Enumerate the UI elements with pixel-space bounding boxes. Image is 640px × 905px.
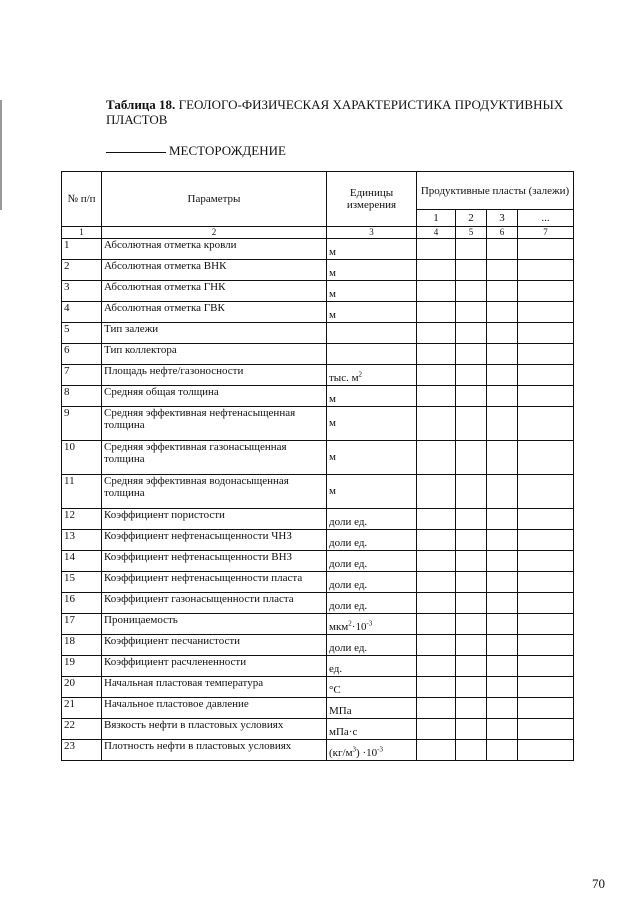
- row-parameter: Тип залежи: [102, 323, 327, 344]
- field-label: МЕСТОРОЖДЕНИЕ: [169, 143, 286, 158]
- row-layer-value-cell: [518, 441, 574, 475]
- row-number: 15: [62, 572, 102, 593]
- row-unit: [327, 593, 417, 614]
- row-layer-value-cell: [417, 323, 456, 344]
- row-layer-value-cell: [417, 635, 456, 656]
- row-parameter: Коэффициент нефтенасыщенности пласта: [102, 572, 327, 593]
- row-layer-value-cell: [456, 386, 487, 407]
- row-layer-value-cell: [487, 407, 518, 441]
- unit-exponent: 2: [358, 370, 363, 379]
- row-layer-value-cell: [518, 551, 574, 572]
- row-number: 11: [62, 475, 102, 509]
- row-layer-value-cell: [487, 719, 518, 740]
- row-layer-value-cell: [456, 239, 487, 260]
- unit-text: тыс. м: [329, 372, 359, 384]
- unit-text: м: [329, 485, 336, 497]
- row-parameter: Тип коллектора: [102, 344, 327, 365]
- row-layer-value-cell: [487, 475, 518, 509]
- row-layer-value-cell: [417, 530, 456, 551]
- row-number: 19: [62, 656, 102, 677]
- row-layer-value-cell: [417, 239, 456, 260]
- row-parameter: Абсолютная отметка ВНК: [102, 260, 327, 281]
- row-layer-value-cell: [518, 323, 574, 344]
- row-layer-value-cell: [487, 260, 518, 281]
- row-layer-value-cell: [487, 551, 518, 572]
- header-layer-2: 2: [456, 210, 487, 227]
- unit-exponent: 3: [352, 745, 357, 754]
- unit-text: МПа: [329, 705, 352, 717]
- row-layer-value-cell: [518, 281, 574, 302]
- row-layer-value-cell: [487, 656, 518, 677]
- row-layer-value-cell: [456, 281, 487, 302]
- unit-text: (кг/м: [329, 747, 353, 759]
- row-layer-value-cell: [518, 656, 574, 677]
- row-layer-value-cell: [417, 677, 456, 698]
- row-layer-value-cell: [417, 614, 456, 635]
- row-layer-value-cell: [456, 572, 487, 593]
- unit-exponent: -3: [377, 745, 383, 754]
- table-row: [62, 302, 574, 323]
- header-units: Единицы измерения: [327, 172, 417, 227]
- header-layer-more: ...: [518, 210, 574, 227]
- row-unit: [327, 441, 417, 475]
- column-number: 5: [456, 227, 487, 239]
- row-unit: [327, 386, 417, 407]
- column-number-row: [62, 227, 574, 239]
- table-title-label: Таблица 18.: [106, 97, 176, 112]
- row-parameter: Средняя общая толщина: [102, 386, 327, 407]
- row-layer-value-cell: [417, 441, 456, 475]
- row-layer-value-cell: [487, 572, 518, 593]
- row-unit: [327, 323, 417, 344]
- row-layer-value-cell: [417, 719, 456, 740]
- row-parameter: Площадь нефте/газоносности: [102, 365, 327, 386]
- row-layer-value-cell: [487, 323, 518, 344]
- row-unit: [327, 407, 417, 441]
- row-number: 14: [62, 551, 102, 572]
- row-number: 13: [62, 530, 102, 551]
- row-number: 5: [62, 323, 102, 344]
- row-number: 21: [62, 698, 102, 719]
- unit-text: °С: [329, 684, 341, 696]
- table-row: [62, 656, 574, 677]
- row-layer-value-cell: [518, 698, 574, 719]
- row-layer-value-cell: [417, 572, 456, 593]
- row-layer-value-cell: [417, 551, 456, 572]
- row-layer-value-cell: [456, 614, 487, 635]
- table-row: [62, 281, 574, 302]
- row-number: 1: [62, 239, 102, 260]
- row-layer-value-cell: [456, 365, 487, 386]
- row-layer-value-cell: [487, 509, 518, 530]
- table-row: [62, 614, 574, 635]
- row-layer-value-cell: [417, 365, 456, 386]
- row-layer-value-cell: [518, 509, 574, 530]
- table-row: [62, 239, 574, 260]
- row-parameter: Коэффициент нефтенасыщенности ЧНЗ: [102, 530, 327, 551]
- row-number: 20: [62, 677, 102, 698]
- row-number: 17: [62, 614, 102, 635]
- row-layer-value-cell: [417, 698, 456, 719]
- row-layer-value-cell: [518, 386, 574, 407]
- table-title-text: ГЕОЛОГО-ФИЗИЧЕСКАЯ ХАРАКТЕРИСТИКА ПРОДУКТИВНЫХ ПЛАСТОВ: [106, 97, 564, 127]
- row-layer-value-cell: [487, 593, 518, 614]
- table-row: [62, 365, 574, 386]
- row-layer-value-cell: [417, 302, 456, 323]
- row-layer-value-cell: [417, 407, 456, 441]
- row-number: 3: [62, 281, 102, 302]
- unit-text: м: [329, 288, 336, 300]
- row-layer-value-cell: [417, 281, 456, 302]
- row-layer-value-cell: [456, 551, 487, 572]
- row-layer-value-cell: [417, 656, 456, 677]
- row-number: 9: [62, 407, 102, 441]
- table-row: [62, 593, 574, 614]
- column-number: 4: [417, 227, 456, 239]
- row-unit: [327, 260, 417, 281]
- column-number: 7: [518, 227, 574, 239]
- row-number: 7: [62, 365, 102, 386]
- row-layer-value-cell: [487, 677, 518, 698]
- row-number: 10: [62, 441, 102, 475]
- row-layer-value-cell: [518, 260, 574, 281]
- table-row: [62, 386, 574, 407]
- characteristics-table-wrap: [61, 171, 574, 761]
- unit-text: м: [329, 451, 336, 463]
- row-number: 16: [62, 593, 102, 614]
- row-layer-value-cell: [456, 656, 487, 677]
- unit-text: м: [329, 267, 336, 279]
- table-body: [62, 227, 574, 761]
- unit-exponent: 2: [348, 619, 352, 628]
- row-unit: [327, 365, 417, 386]
- row-unit: [327, 302, 417, 323]
- row-layer-value-cell: [487, 530, 518, 551]
- row-layer-value-cell: [456, 719, 487, 740]
- row-layer-value-cell: [487, 386, 518, 407]
- row-layer-value-cell: [487, 635, 518, 656]
- row-layer-value-cell: [456, 302, 487, 323]
- row-parameter: Абсолютная отметка ГНК: [102, 281, 327, 302]
- row-layer-value-cell: [518, 344, 574, 365]
- row-layer-value-cell: [487, 441, 518, 475]
- row-number: 6: [62, 344, 102, 365]
- field-name-line: [106, 143, 286, 159]
- row-parameter: Абсолютная отметка кровли: [102, 239, 327, 260]
- header-num: № п/п: [62, 172, 102, 227]
- row-layer-value-cell: [417, 386, 456, 407]
- row-unit: [327, 344, 417, 365]
- row-layer-value-cell: [417, 260, 456, 281]
- table-row: [62, 344, 574, 365]
- row-parameter: Проницаемость: [102, 614, 327, 635]
- row-layer-value-cell: [417, 740, 456, 761]
- field-name-blank: [106, 152, 166, 153]
- row-layer-value-cell: [487, 302, 518, 323]
- row-layer-value-cell: [518, 407, 574, 441]
- row-layer-value-cell: [417, 509, 456, 530]
- row-layer-value-cell: [518, 719, 574, 740]
- row-unit: [327, 614, 417, 635]
- unit-text: доли ед.: [329, 558, 368, 570]
- unit-text: м: [329, 309, 336, 321]
- row-unit: [327, 572, 417, 593]
- table-row: [62, 441, 574, 475]
- row-parameter: Средняя эффективная газонасыщенная толщина: [102, 441, 327, 475]
- row-layer-value-cell: [518, 365, 574, 386]
- unit-text: доли ед.: [329, 516, 368, 528]
- unit-text: ·10: [351, 621, 367, 633]
- row-layer-value-cell: [487, 698, 518, 719]
- row-parameter: Коэффициент песчанистости: [102, 635, 327, 656]
- row-unit: [327, 281, 417, 302]
- row-unit: [327, 239, 417, 260]
- row-layer-value-cell: [518, 677, 574, 698]
- row-layer-value-cell: [417, 593, 456, 614]
- row-number: 18: [62, 635, 102, 656]
- row-layer-value-cell: [487, 239, 518, 260]
- row-layer-value-cell: [487, 344, 518, 365]
- row-number: 2: [62, 260, 102, 281]
- row-parameter: Коэффициент нефтенасыщенности ВНЗ: [102, 551, 327, 572]
- table-row: [62, 323, 574, 344]
- row-layer-value-cell: [518, 593, 574, 614]
- column-number: 3: [327, 227, 417, 239]
- row-layer-value-cell: [487, 740, 518, 761]
- table-row: [62, 530, 574, 551]
- row-layer-value-cell: [518, 635, 574, 656]
- unit-text: м: [329, 393, 336, 405]
- row-unit: [327, 475, 417, 509]
- row-layer-value-cell: [456, 698, 487, 719]
- row-unit: [327, 698, 417, 719]
- header-layer-1: 1: [417, 210, 456, 227]
- row-layer-value-cell: [456, 509, 487, 530]
- row-layer-value-cell: [456, 441, 487, 475]
- unit-text: ) ·10: [356, 747, 378, 759]
- table-row: [62, 407, 574, 441]
- row-layer-value-cell: [456, 407, 487, 441]
- unit-text: доли ед.: [329, 642, 368, 654]
- row-parameter: Средняя эффективная нефтенасыщенная толщина: [102, 407, 327, 441]
- unit-text: доли ед.: [329, 600, 368, 612]
- characteristics-table: [61, 171, 574, 761]
- row-layer-value-cell: [518, 302, 574, 323]
- row-layer-value-cell: [456, 740, 487, 761]
- row-layer-value-cell: [456, 635, 487, 656]
- row-parameter: Коэффициент расчлененности: [102, 656, 327, 677]
- row-unit: [327, 740, 417, 761]
- row-layer-value-cell: [518, 614, 574, 635]
- unit-text: доли ед.: [329, 537, 368, 549]
- table-row: [62, 509, 574, 530]
- row-unit: [327, 635, 417, 656]
- row-layer-value-cell: [456, 530, 487, 551]
- row-layer-value-cell: [456, 323, 487, 344]
- row-number: 8: [62, 386, 102, 407]
- table-row: [62, 635, 574, 656]
- table-row: [62, 260, 574, 281]
- row-unit: [327, 677, 417, 698]
- unit-text: м: [329, 417, 336, 429]
- column-number: 6: [487, 227, 518, 239]
- table-row: [62, 719, 574, 740]
- table-title: [106, 97, 576, 127]
- row-layer-value-cell: [518, 475, 574, 509]
- row-layer-value-cell: [456, 344, 487, 365]
- row-unit: [327, 656, 417, 677]
- row-layer-value-cell: [487, 281, 518, 302]
- row-layer-value-cell: [456, 260, 487, 281]
- unit-text: доли ед.: [329, 579, 368, 591]
- unit-text: мПа·с: [329, 726, 358, 738]
- row-unit: [327, 509, 417, 530]
- unit-text: мкм: [329, 621, 349, 633]
- header-params: Параметры: [102, 172, 327, 227]
- header-layers: Продуктивные пласты (залежи): [417, 172, 574, 210]
- row-number: 22: [62, 719, 102, 740]
- row-layer-value-cell: [487, 614, 518, 635]
- row-parameter: Начальное пластовое давление: [102, 698, 327, 719]
- scan-edge-line: [0, 100, 2, 210]
- table-row: [62, 572, 574, 593]
- row-layer-value-cell: [518, 239, 574, 260]
- unit-text: ед.: [329, 663, 343, 675]
- row-unit: [327, 719, 417, 740]
- row-unit: [327, 530, 417, 551]
- page-number: 70: [592, 876, 605, 891]
- row-parameter: Вязкость нефти в пластовых условиях: [102, 719, 327, 740]
- table-row: [62, 475, 574, 509]
- row-parameter: Абсолютная отметка ГВК: [102, 302, 327, 323]
- row-layer-value-cell: [518, 572, 574, 593]
- header-layer-3: 3: [487, 210, 518, 227]
- row-layer-value-cell: [518, 740, 574, 761]
- row-unit: [327, 551, 417, 572]
- row-layer-value-cell: [417, 344, 456, 365]
- row-layer-value-cell: [417, 475, 456, 509]
- row-layer-value-cell: [456, 475, 487, 509]
- row-parameter: Средняя эффективная водонасыщенная толщина: [102, 475, 327, 509]
- unit-text: м: [329, 246, 336, 258]
- row-number: 12: [62, 509, 102, 530]
- row-parameter: Коэффициент пористости: [102, 509, 327, 530]
- row-parameter: Начальная пластовая температура: [102, 677, 327, 698]
- row-number: 4: [62, 302, 102, 323]
- table-row: [62, 677, 574, 698]
- table-row: [62, 551, 574, 572]
- row-parameter: Коэффициент газонасыщенности пласта: [102, 593, 327, 614]
- row-layer-value-cell: [487, 365, 518, 386]
- column-number: 1: [62, 227, 102, 239]
- column-number: 2: [102, 227, 327, 239]
- table-row: [62, 740, 574, 761]
- table-row: [62, 698, 574, 719]
- row-layer-value-cell: [456, 677, 487, 698]
- row-parameter: Плотность нефти в пластовых условиях: [102, 740, 327, 761]
- unit-exponent: -3: [366, 619, 373, 628]
- row-number: 23: [62, 740, 102, 761]
- row-layer-value-cell: [518, 530, 574, 551]
- row-layer-value-cell: [456, 593, 487, 614]
